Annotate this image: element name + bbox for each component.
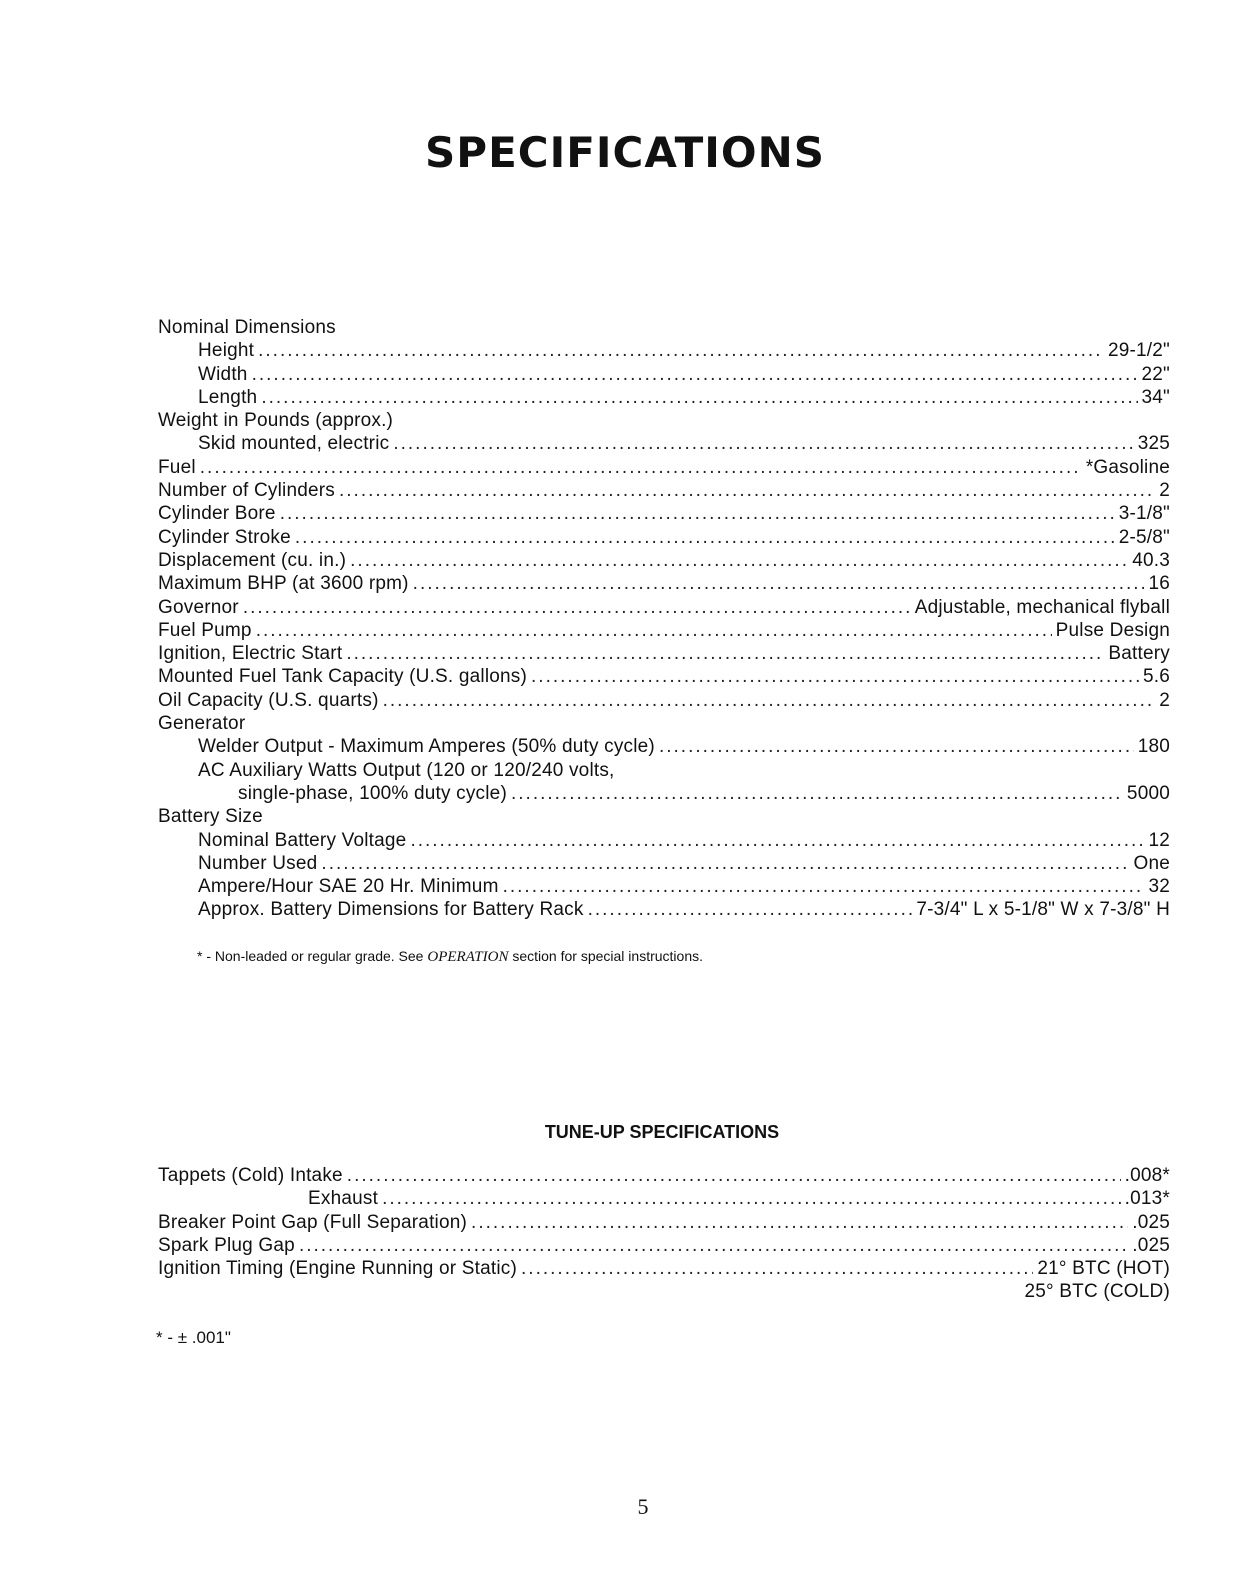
spec-value: Adjustable, mechanical flyball (914, 596, 1170, 618)
spec-label: Maximum BHP (at 3600 rpm) (158, 573, 409, 595)
spec-value: 2-5/8" (1118, 526, 1170, 548)
spec-label: Displacement (cu. in.) (158, 549, 347, 571)
dot-leader (413, 572, 1145, 595)
dot-leader (410, 829, 1144, 852)
dot-leader (511, 782, 1123, 805)
spec-value: Pulse Design (1055, 619, 1170, 641)
spec-label: Fuel Pump (158, 619, 252, 641)
spec-label: Number of Cylinders (158, 480, 335, 502)
tune-row-timing-cold: 25° BTC (COLD) (1024, 1281, 1170, 1303)
spec-label: Welder Output - Maximum Amperes (50% duty cycle) (198, 736, 655, 758)
spec-label: Approx. Battery Dimensions for Battery Rack (198, 899, 584, 921)
dot-leader (299, 1234, 1128, 1257)
dot-leader (521, 1257, 1033, 1280)
dot-leader (393, 432, 1133, 455)
spec-value: 5.6 (1142, 666, 1170, 688)
tune-value: 21° BTC (HOT) (1037, 1258, 1170, 1280)
dot-leader (588, 898, 913, 921)
spec-row-stroke (158, 526, 1170, 549)
spec-row-ignition (158, 642, 1170, 665)
spec-row-ampere-hour (158, 875, 1170, 898)
dot-leader (258, 339, 1104, 362)
specifications-table (158, 316, 1170, 922)
spec-heading: Weight in Pounds (approx.) (158, 410, 394, 432)
dot-leader (346, 642, 1104, 665)
spec-value: 7-3/4" L x 5-1/8" W x 7-3/8" H (916, 899, 1170, 921)
spec-label: Width (198, 363, 248, 385)
page-number: 5 (637, 1494, 649, 1519)
spec-heading: Generator (158, 713, 246, 735)
dot-leader (295, 526, 1115, 549)
spec-heading: Nominal Dimensions (158, 317, 336, 338)
spec-value: 2 (1159, 689, 1170, 711)
tune-value: .008* (1124, 1165, 1170, 1186)
spec-label: Fuel (158, 456, 196, 478)
tune-row-spark (158, 1234, 1170, 1257)
footnote-marker: * - (197, 948, 211, 964)
spec-row-governor (158, 596, 1170, 619)
dot-leader (503, 875, 1145, 898)
spec-value: 29-1/2" (1107, 340, 1170, 362)
spec-row-displacement (158, 549, 1170, 572)
spec-row-battery-dims (158, 898, 1170, 921)
tuneup-table (158, 1164, 1170, 1304)
footnote-italic: OPERATION (427, 949, 509, 965)
spec-row-fuel-pump (158, 619, 1170, 642)
spec-value: Battery (1108, 643, 1170, 665)
spec-row-battery-voltage (158, 829, 1170, 852)
tune-label: Spark Plug Gap (158, 1234, 295, 1256)
tune-value: .025 (1132, 1234, 1170, 1256)
spec-heading-weight (158, 409, 1170, 432)
spec-label: Governor (158, 596, 239, 618)
dot-leader (659, 735, 1134, 758)
spec-label: Mounted Fuel Tank Capacity (U.S. gallons) (158, 666, 528, 688)
spec-label: Ignition, Electric Start (158, 643, 343, 665)
spec-row-skid (158, 432, 1170, 455)
dot-leader (261, 386, 1137, 409)
tune-row-breaker (158, 1211, 1170, 1234)
tune-value: .025 (1132, 1211, 1170, 1233)
dot-leader (243, 596, 911, 619)
spec-row-number-used (158, 852, 1170, 875)
tune-label: Breaker Point Gap (Full Separation) (158, 1211, 468, 1233)
spec-label: AC Auxiliary Watts Output (120 or 120/240 volts, (198, 759, 615, 781)
tune-row-exhaust (158, 1187, 1170, 1210)
tune-value: .013* (1124, 1188, 1170, 1210)
spec-label: Oil Capacity (U.S. quarts) (158, 689, 379, 711)
spec-value: *Gasoline (1085, 456, 1170, 478)
spec-value: 5000 (1126, 782, 1170, 804)
spec-value: 180 (1137, 736, 1170, 758)
tune-row-timing (158, 1257, 1170, 1280)
spec-row-ac-aux (158, 782, 1170, 805)
spec-value: One (1133, 852, 1170, 874)
dot-leader (350, 549, 1128, 572)
spec-heading-generator (158, 712, 1170, 735)
spec-heading: Battery Size (158, 806, 263, 828)
spec-label: Cylinder Stroke (158, 526, 291, 548)
spec-row-cylinders (158, 479, 1170, 502)
dot-leader (252, 363, 1138, 386)
dot-leader (256, 619, 1052, 642)
spec-label: Height (198, 340, 255, 362)
dot-leader (280, 502, 1115, 525)
tolerance-footnote: * - ± .001" (156, 1328, 231, 1347)
spec-value: 12 (1148, 829, 1170, 851)
tune-row-intake (158, 1164, 1170, 1187)
spec-row-width (158, 363, 1170, 386)
spec-value: 22" (1141, 363, 1170, 385)
tune-label: Ignition Timing (Engine Running or Static) (158, 1258, 518, 1280)
page-title: SPECIFICATIONS (425, 128, 825, 177)
spec-heading-nominal-dimensions (158, 316, 1170, 339)
dot-leader (339, 479, 1155, 502)
spec-row-welder (158, 735, 1170, 758)
spec-value: 325 (1137, 433, 1170, 455)
fuel-footnote (197, 948, 703, 966)
spec-label: Ampere/Hour SAE 20 Hr. Minimum (198, 876, 499, 898)
spec-row-bhp (158, 572, 1170, 595)
spec-value: 3-1/8" (1118, 503, 1170, 525)
spec-row-fuel-tank (158, 665, 1170, 688)
spec-value: 40.3 (1132, 549, 1170, 571)
spec-value: 32 (1148, 876, 1170, 898)
spec-row-fuel (158, 456, 1170, 479)
footnote-text-end: section for special instructions. (512, 948, 703, 964)
dot-leader (382, 1187, 1121, 1210)
dot-leader (383, 689, 1156, 712)
dot-leader (531, 665, 1139, 688)
tune-label: Exhaust (308, 1188, 379, 1210)
tuneup-title: TUNE-UP SPECIFICATIONS (544, 1122, 780, 1142)
dot-leader (471, 1211, 1128, 1234)
dot-leader (347, 1164, 1121, 1187)
spec-label: Skid mounted, electric (198, 433, 390, 455)
spec-row-ac-aux-line1 (158, 759, 1170, 782)
spec-heading-battery-size (158, 805, 1170, 828)
spec-row-oil (158, 689, 1170, 712)
dot-leader (200, 456, 1082, 479)
tune-label: Tappets (Cold) Intake (158, 1165, 343, 1186)
footnote-text: Non-leaded or regular grade. See (214, 948, 424, 964)
spec-label: Length (198, 386, 258, 408)
spec-value: 2 (1159, 480, 1170, 502)
spec-row-height (158, 339, 1170, 362)
spec-value: 34" (1141, 386, 1170, 408)
spec-label: Nominal Battery Voltage (198, 829, 407, 851)
spec-value: 16 (1148, 573, 1170, 595)
spec-row-length (158, 386, 1170, 409)
spec-label: single-phase, 100% duty cycle) (238, 782, 507, 804)
spec-row-bore (158, 502, 1170, 525)
spec-label: Number Used (198, 852, 318, 874)
spec-label: Cylinder Bore (158, 503, 276, 525)
dot-leader (321, 852, 1129, 875)
